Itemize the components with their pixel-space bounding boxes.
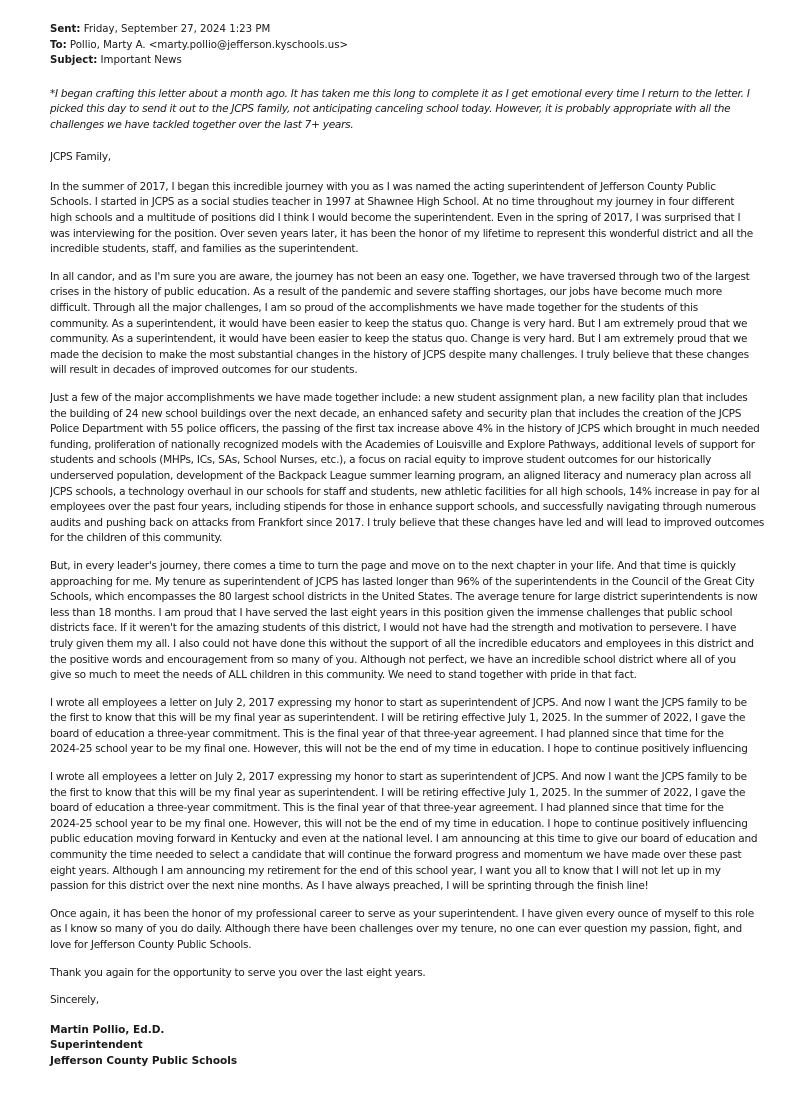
signature-block bbox=[50, 1023, 785, 1070]
email-header bbox=[50, 22, 785, 69]
paragraph-6: I wrote all employees a letter on July 2, 2017 expressing my honor to start as superintendent of JCPS. And now I want the JCPS family to be the first to know that this will be my final year as superintendent. I will be retiring effective July 1, 2025. In the summer of 2022, I gave the board of education a three-year commitment. This is the final year of that three-year agreement. I had planned since that time for the 2024-25 school year to be my final one. However, this will not be the end of my time in education. I hope to continue positively influencing public education moving forward in Kentucky and even at the national level. I am announcing at this time to give our board of education and community the time needed to select a candidate that will continue the forward progress and momentum we have made over these past eight years. Although I am announcing my retirement for the end of this school year, I want you all to know that I will not let up in my passion for this district over the next nine months. As I have always preached, I will be sprinting through the finish line! bbox=[50, 771, 758, 893]
to-line: To: Pollio, Marty A. <marty.pollio@jefferson.kyschools.us> bbox=[50, 39, 349, 51]
paragraph-2: In all candor, and as I'm sure you are aware, the journey has not been an easy one. Together, we have traversed through two of the largest crises in the history of public education. As a result of the pandemic and severe staffing shortages, our jobs have become much more difficult. Through all the major challenges, I am so proud of the accomplishments we have made together for the students of this community. As a superintendent, it would have been easier to keep the status quo. Change is very hard. But I am extremely proud that we community. As a superintendent, it would have been easier to keep the status quo. Change is very hard. But I am extremely proud that we made the decision to make the most substantial changes in the history of JCPS despite many challenges. I truly believe that these changes will result in decades of improved outcomes for our students. bbox=[50, 270, 750, 377]
intro-note: *I began crafting this letter about a month ago. It has taken me this long to complete it as I get emotional every time I return to the letter. I picked this day to send it out to the JCPS family, not anticipating canceling school today. However, it is probably appropriate with all the challenges we have tackled together over the last 7+ years. bbox=[50, 87, 750, 131]
signature-title: Superintendent bbox=[50, 1039, 143, 1052]
subject-line: Subject: Important News bbox=[50, 55, 182, 66]
paragraph-5: I wrote all employees a letter on July 2, 2017 expressing my honor to start as superintendent of JCPS. And now I want the JCPS family to be the first to know that this will be my final year as superintendent. I will be retiring effective July 1, 2025. In the summer of 2022, I gave the board of education a three-year commitment. This is the final year of that three-year agreement. I had planned since that time for the 2024-25 school year to be my final one. However, this will not be the end of my time in education. I hope to continue positively influencing bbox=[50, 696, 748, 756]
closing: Sincerely, bbox=[50, 994, 99, 1007]
thanks-line: Thank you again for the opportunity to serve you over the last eight years. bbox=[50, 966, 426, 979]
paragraph-3: Just a few of the major accomplishments we have made together include: a new student assignment plan, a new facility plan that includes the building of 24 new school buildings over the next decade, an enhanced safety and security plan that includes the creation of the JCPS Police Department with 55 police officers, the passing of the first tax increase above 4% in the history of JCPS which brought in much needed funding, proliferation of nationally recognized models with the Academies of Louisville and Explore Pathways, additional levels of support for students and schools (MHPs, ICs, SAs, School Nurses, etc.), a focus on racial equity to improve student outcomes for our historically underserved population, development of the Backpack League summer learning program, an aligned literacy and numeracy plan across all JCPS schools, a technology overhaul in our schools for staff and students, new athletic facilities for all high schools, 14% increase in pay for al employees over the past four years, including stipends for those in enhance support schools, and successfully navigating through numerous audits and pushing back on attacks from Frankfort since 2017. I truly believe that these changes have led and will lead to improved outcomes for the children of this community. bbox=[50, 392, 765, 545]
paragraph-4: But, in every leader's journey, there comes a time to turn the page and move on to the next chapter in your life. And that time is quickly approaching for me. My tenure as superintendent of JCPS has lasted longer than 96% of the superintendents in the Council of the Great City Schools, which encompasses the 80 largest school districts in the United States. The average tenure for large district superintendents is now less than 18 months. I am proud that I have served the last eight years in this position given the immense challenges that public school districts face. If it weren't for the amazing students of this district, I would not have had the strength and motivation to persevere. I have truly given them my all. I also could not have done this without the support of all the incredible educators and employees in this district and the positive words and encouragement from so many of you. Although not perfect, we have an incredible school district where all of you give so much to meet the needs of ALL children in this community. We need to stand together with pride in that fact. bbox=[50, 559, 758, 682]
greeting: JCPS Family, bbox=[50, 151, 111, 164]
paragraph-1: In the summer of 2017, I began this incredible journey with you as I was named the acting superintendent of Jefferson County Public Schools. I started in JCPS as a social studies teacher in 1997 at Shawnee High School. At no time throughout my journey in four different high schools and a multitude of positions did I think I would become the superintendent. Even in the spring of 2017, I was surprised that I was interviewing for the position. Over seven years later, it has been the honor of my lifetime to represent this wonderful district and all the incredible students, staff, and families as the superintendent. bbox=[50, 180, 753, 256]
letter-document bbox=[50, 22, 785, 1070]
signature-org: Jefferson County Public Schools bbox=[50, 1054, 238, 1067]
signature-name: Martin Pollio, Ed.D. bbox=[50, 1023, 165, 1036]
paragraph-7: Once again, it has been the honor of my professional career to serve as your superintendent. I have given every ounce of myself to this role as I know so many of you do daily. Although there have been challenges over my tenure, no one can ever question my passion, fight, and love for Jefferson County Public Schools. bbox=[50, 907, 754, 951]
sent-line: Sent: Friday, September 27, 2024 1:23 PM bbox=[50, 24, 271, 35]
